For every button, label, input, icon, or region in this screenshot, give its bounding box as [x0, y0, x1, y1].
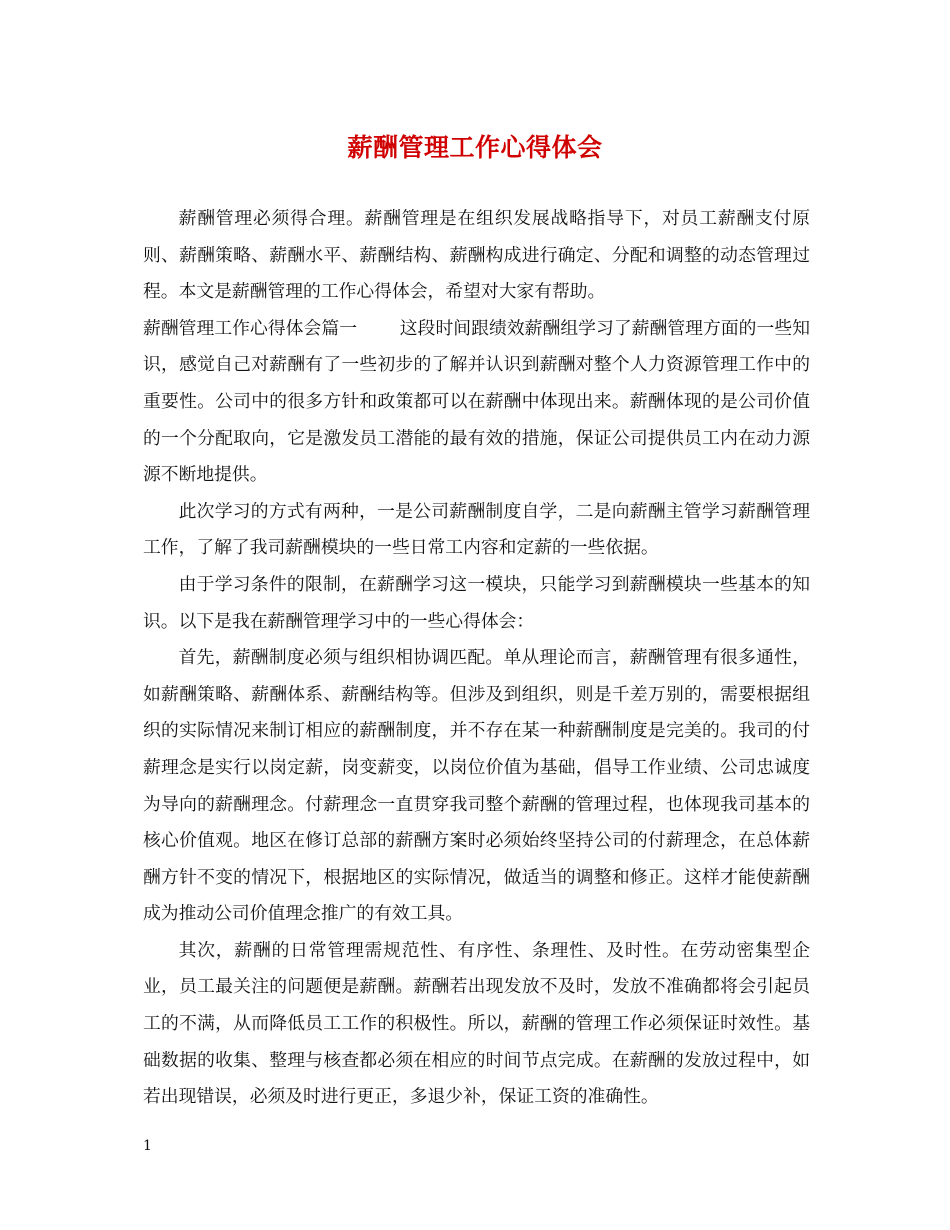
- body-paragraph: 此次学习的方式有两种，一是公司薪酬制度自学，二是向薪酬主管学习薪酬管理工作，了解了我司薪酬模块的一些日常工内容和定薪的一些依据。: [143, 500, 810, 559]
- body-paragraph: 由于学习条件的限制，在薪酬学习这一模块，只能学习到薪酬模块一些基本的知识。以下是我在薪酬管理学习中的一些心得体会：: [143, 573, 810, 632]
- page-number: 1: [143, 1138, 152, 1154]
- body-paragraph: 其次，薪酬的日常管理需规范性、有序性、条理性、及时性。在劳动密集型企业，员工最关注的问题便是薪酬。薪酬若出现发放不及时，发放不准确都将会引起员工的不满，从而降低员工工作的积极性。所以，薪酬的管理工作必须保证时效性。基础数据的收集、整理与核查都必须在相应的时间节点完成。在薪酬的发放过程中，如若出现错误，必须及时进行更正，多退少补，保证工资的准确性。: [143, 939, 810, 1108]
- section-paragraph: [143, 311, 810, 494]
- document-body: [143, 201, 810, 1116]
- section-text: 这段时间跟绩效薪酬组学习了薪酬管理方面的一些知识，感觉自己对薪酬有了一些初步的了解并认识到薪酬对整个人力资源管理工作中的重要性。公司中的很多方针和政策都可以在薪酬中体现出来。薪酬体现的是公司价值的一个分配取向，它是激发员工潜能的最有效的措施，保证公司提供员工内在动力源源不断地提供。: [143, 317, 810, 486]
- intro-paragraph: 薪酬管理必须得合理。薪酬管理是在组织发展战略指导下，对员工薪酬支付原则、薪酬策略、薪酬水平、薪酬结构、薪酬构成进行确定、分配和调整的动态管理过程。本文是薪酬管理的工作心得体会，希望对大家有帮助。: [143, 208, 810, 303]
- body-paragraph: 首先，薪酬制度必须与组织相协调匹配。单从理论而言，薪酬管理有很多通性，如薪酬策略、薪酬体系、薪酬结构等。但涉及到组织，则是千差万别的，需要根据组织的实际情况来制订相应的薪酬制度，并不存在某一种薪酬制度是完美的。我司的付薪理念是实行以岗定薪，岗变薪变，以岗位价值为基础，倡导工作业绩、公司忠诚度为导向的薪酬理念。付薪理念一直贯穿我司整个薪酬的管理过程，也体现我司基本的核心价值观。地区在修订总部的薪酬方案时必须始终坚持公司的付薪理念，在总体薪酬方针不变的情况下，根据地区的实际情况，做适当的调整和修正。这样才能使薪酬成为推动公司价值理念推广的有效工具。: [143, 647, 810, 925]
- section-heading: 薪酬管理工作心得体会篇一: [143, 317, 358, 339]
- document-title: 薪酬管理工作心得体会: [347, 133, 603, 162]
